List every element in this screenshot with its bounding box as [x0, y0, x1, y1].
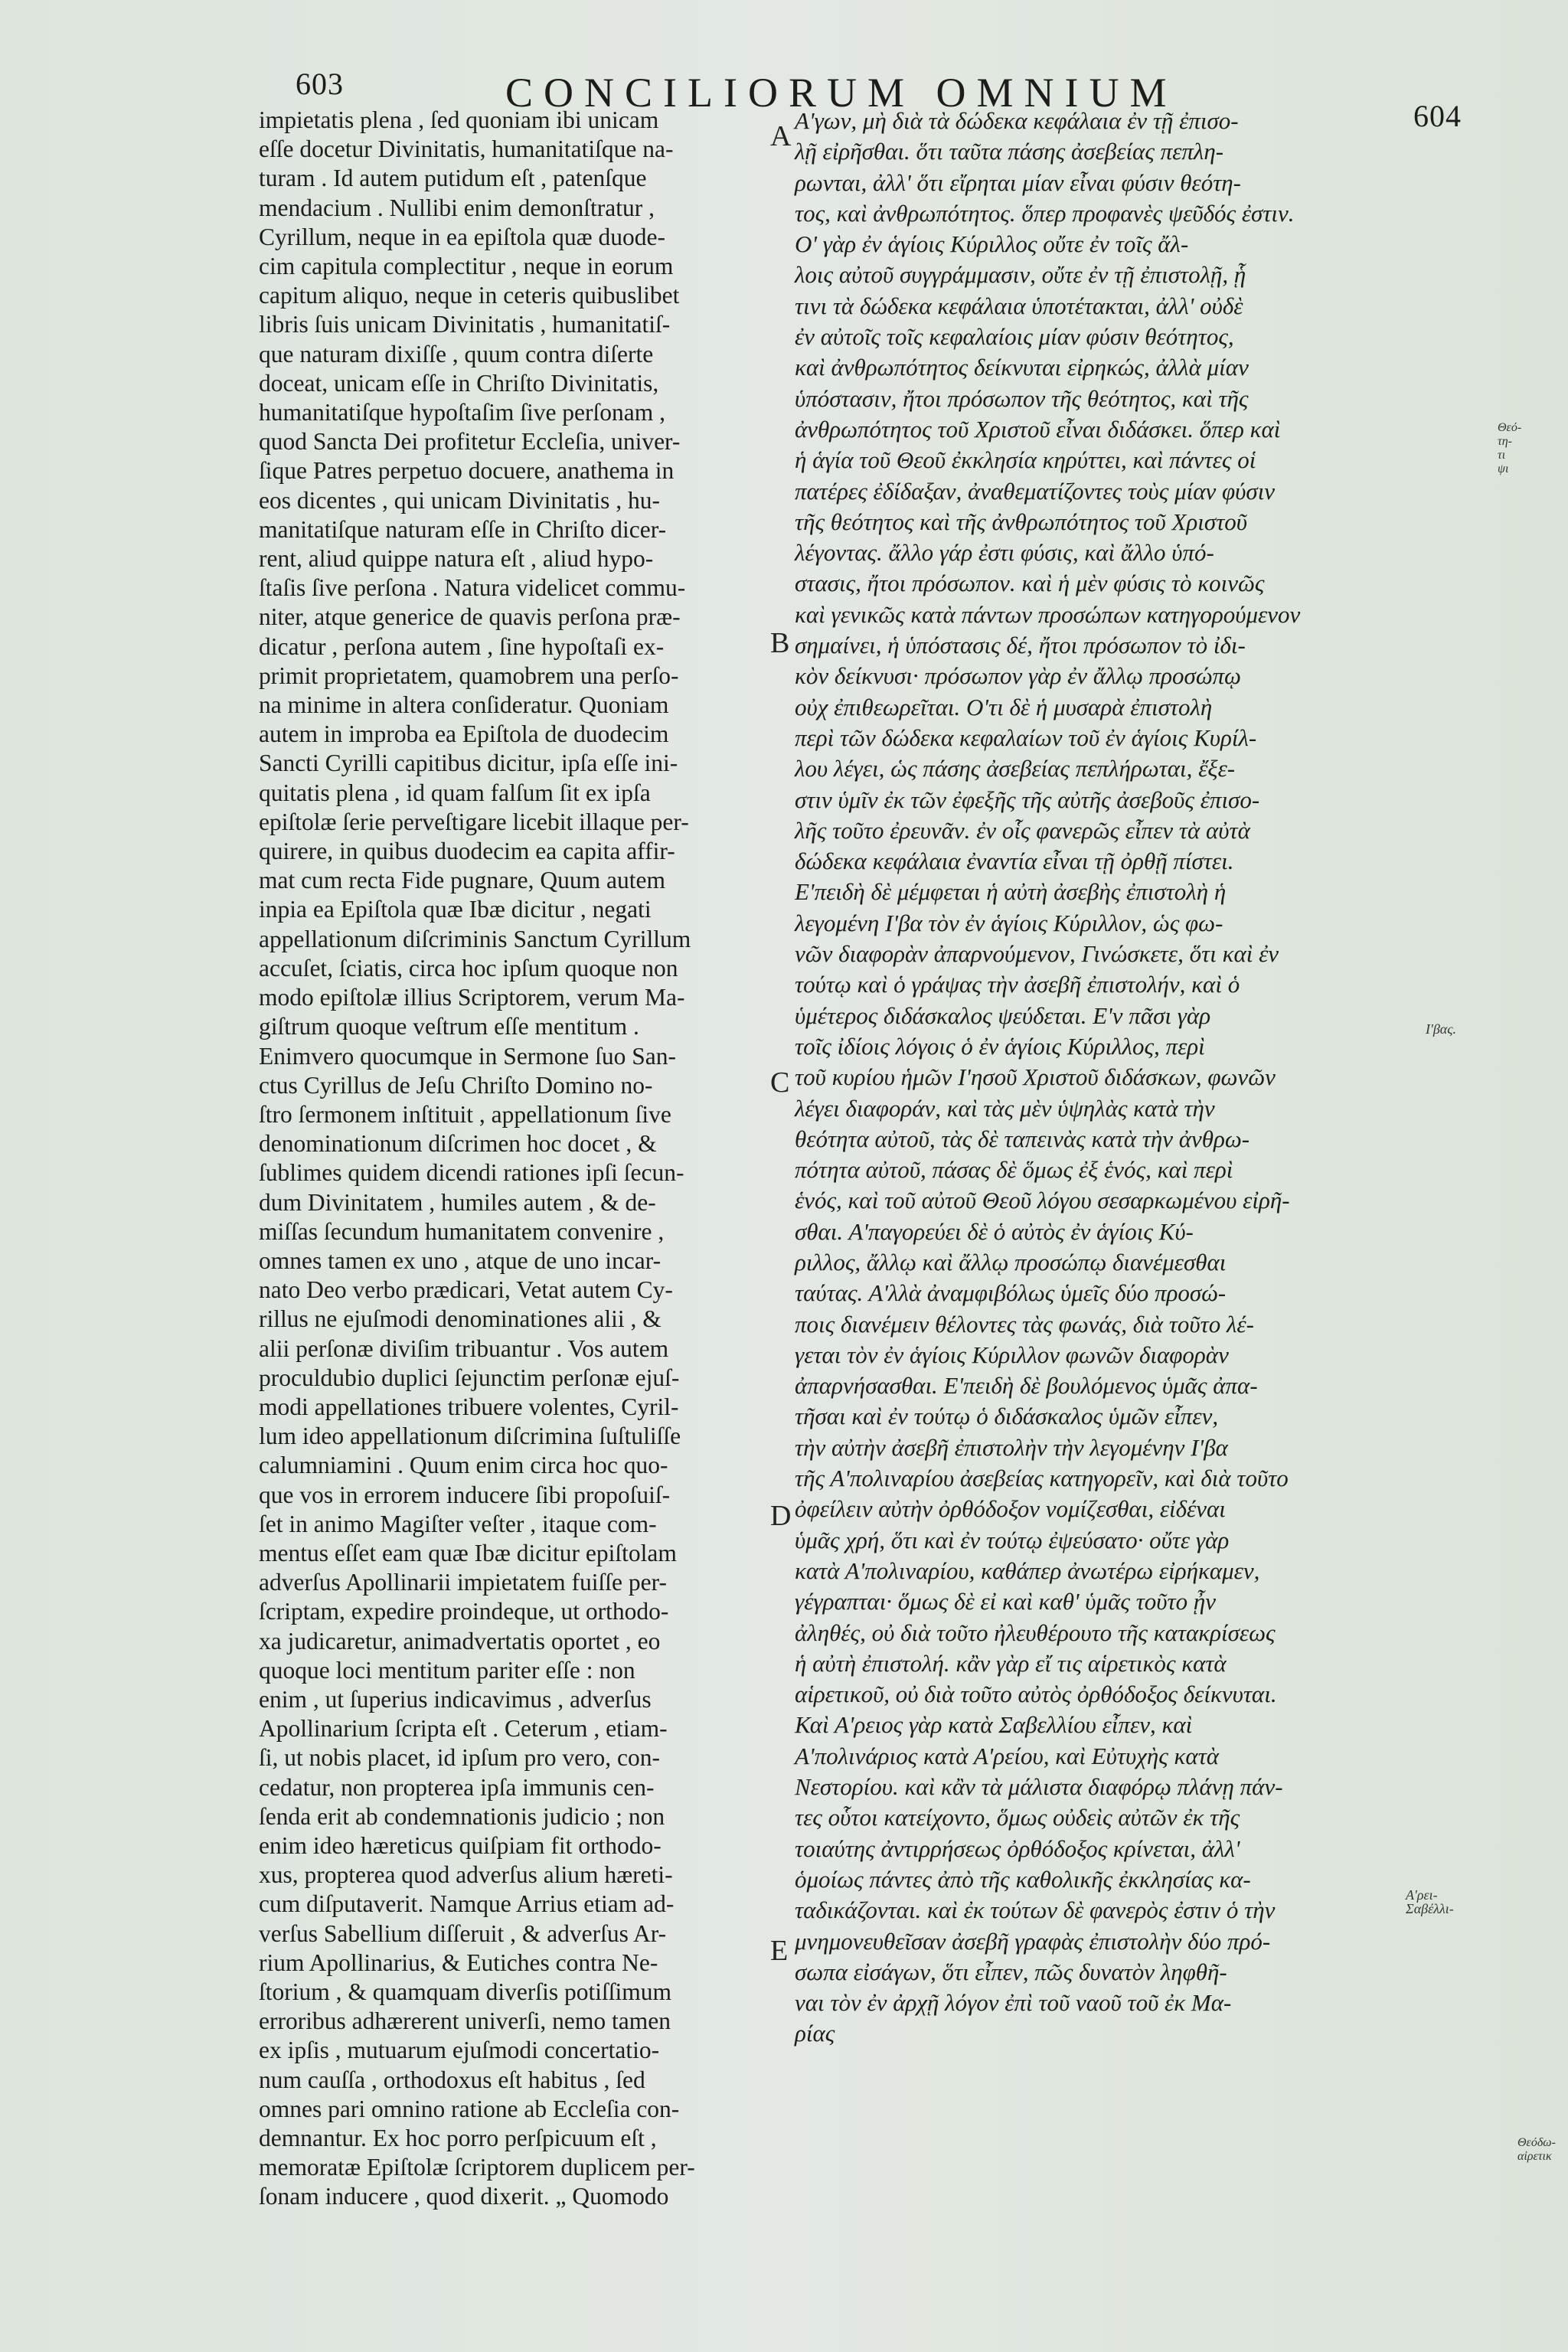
latin-text-line: que naturam dixiſſe , quum contra diſerte	[259, 340, 654, 368]
latin-text-line: quirere, in quibus duodecim ea capita affir-	[259, 838, 675, 865]
latin-text-line: quod Sancta Dei profitetur Eccleſia, univer-	[259, 428, 681, 456]
greek-text-line: Νεστορίου. καὶ κἂν τὰ μάλιστα διαφόρῳ πλάνῃ πάν-	[795, 1773, 1283, 1801]
latin-text-line: ſique Patres perpetuo docuere, anathema in	[259, 457, 675, 485]
latin-text-line: num cauſſa , orthodoxus eſt habitus , ſed	[259, 2066, 645, 2093]
latin-column	[259, 106, 695, 2212]
latin-text-line: memoratæ Epiſtolæ ſcriptorem duplicem per-	[259, 2154, 695, 2181]
latin-text-line: omnes pari omnino ratione ab Eccleſia con-	[259, 2095, 680, 2122]
margin-note-4	[1517, 2136, 1556, 2164]
greek-text-line: ἀπαρνήσασθαι. Ε'πειδὴ δὲ βουλόμενος ὑμᾶς ἀπα-	[795, 1372, 1258, 1400]
greek-text-line: ὀφείλειν αὐτὴν ὀρθόδοξον νομίζεσθαι, εἰδέναι	[795, 1495, 1226, 1523]
latin-text-line: mendacium . Nullibi enim demonſtratur ,	[259, 194, 655, 221]
latin-text-line: enim , ut ſuperius indicavimus , adverſus	[259, 1685, 652, 1713]
latin-text-line: cim capitula complectitur , neque in eorum	[259, 253, 674, 280]
greek-text-line: στιν ὑμῖν ἐκ τῶν ἐφεξῆς τῆς αὐτῆς ἀσεβοῦς ἐπισο-	[795, 786, 1260, 813]
latin-text-line: quoque loci mentitum pariter eſſe : non	[259, 1656, 635, 1684]
margin-letter-c: C	[770, 1067, 790, 1099]
greek-text-line: ἑνός, καὶ τοῦ αὐτοῦ Θεοῦ λόγου σεσαρκωμένου εἰρῆ-	[795, 1187, 1290, 1214]
latin-text-line: modo epiſtolæ illius Scriptorem, verum Ma-	[259, 984, 685, 1011]
latin-text-line: adverſus Apollinarii impietatem fuiſſe per-	[259, 1569, 667, 1596]
greek-text-line: λου λέγει, ὡς πάσης ἀσεβείας πεπλήρωται, ἔξε-	[795, 755, 1236, 782]
greek-text-line: ἡ αὐτὴ ἐπιστολή. κἂν γὰρ εἴ τις αἱρετικὸς κατὰ	[795, 1649, 1227, 1677]
latin-text-line: mat cum recta Fide pugnare, Quum autem	[259, 867, 665, 894]
greek-text-line: λέγοντας. ἄλλο γάρ ἐστι φύσις, καὶ ἄλλο ὑπό-	[795, 539, 1214, 567]
greek-text-line: ποις διανέμειν θέλοντες τὰς φωνάς, διὰ τοῦτο λέ-	[795, 1310, 1254, 1338]
greek-text-line: Α'πολινάριος κατὰ Α'ρείου, καὶ Εὐτυχὴς κατὰ	[795, 1742, 1220, 1769]
latin-text-line: ſublimes quidem dicendi rationes ipſi ſecun-	[259, 1159, 684, 1187]
latin-text-line: modi appellationes tribuere volentes, Cyril-	[259, 1393, 679, 1420]
greek-text-line: λῆς τοῦτο ἐρευνᾶν. ἐν οἷς φανερῶς εἶπεν τὰ αὐτὰ	[795, 816, 1250, 844]
greek-text-line: τινι τὰ δώδεκα κεφάλαια ὑποτέτακται, ἀλλ' οὐδὲ	[795, 292, 1243, 319]
margin-note-line: Θεό-	[1498, 421, 1522, 434]
latin-text-line: manitatiſque naturam eſſe in Chriſto dicer-	[259, 515, 667, 543]
latin-text-line: ſet in animo Magiſter veſter , itaque com-	[259, 1510, 657, 1537]
greek-text-line: ἡ ἁγία τοῦ Θεοῦ ἐκκλησία κηρύττει, καὶ πάντες οἱ	[795, 446, 1256, 474]
latin-text-line: que vos in errorem inducere ſibi propoſuiſ-	[259, 1481, 671, 1508]
greek-text-line: ὑπόστασιν, ἤτοι πρόσωπον τῆς θεότητος, καὶ τῆς	[795, 384, 1249, 412]
latin-text-line: turam . Id autem putidum eſt , patenſque	[259, 165, 647, 192]
margin-note-2	[1426, 1022, 1456, 1036]
latin-text-line: doceat, unicam eſſe in Chriſto Divinitatis,	[259, 369, 659, 397]
latin-text-line: ex ipſis , mutuarum ejuſmodi concertatio-	[259, 2037, 660, 2064]
latin-text-line: xus, propterea quod adverſus alium hæreti-	[259, 1861, 673, 1889]
greek-text-line: λοις αὐτοῦ συγγράμμασιν, οὔτε ἐν τῇ ἐπιστολῇ, ᾗ	[795, 261, 1246, 289]
greek-text-line: κὸν δείκνυσι· πρόσωπον γὰρ ἐν ἄλλῳ προσώπῳ	[795, 662, 1241, 690]
greek-text-line: ἀληθές, οὐ διὰ τοῦτο ἠλευθέρουτο τῆς κατακρίσεως	[795, 1619, 1276, 1646]
greek-text-line: λέγει διαφοράν, καὶ τὰς μὲν ὑψηλὰς κατὰ τὴν	[795, 1094, 1215, 1122]
greek-text-line: τῆς θεότητος καὶ τῆς ἀνθρωπότητος τοῦ Χριστοῦ	[795, 508, 1248, 535]
greek-text-line: ταδικάζονται. καὶ ἐκ τούτων δὲ φανερὸς ἐστιν ὁ τὴν	[795, 1896, 1276, 1924]
latin-text-line: ſtorium , & quamquam diverſis potiſſimum	[259, 1978, 671, 2005]
latin-text-line: eſſe docetur Divinitatis, humanitatiſque na-	[259, 136, 674, 163]
greek-text-line: κατὰ Α'πολιναρίου, καθάπερ ἀνωτέρω εἰρήκαμεν,	[795, 1557, 1260, 1584]
greek-text-line: Ε'πειδὴ δὲ μέμφεται ἡ αὐτὴ ἀσεβὴς ἐπιστολὴ ἡ	[795, 878, 1227, 906]
greek-text-line: ταύτας. Α'λλὰ ἀναμφιβόλως ὑμεῖς δύο προσώ-	[795, 1279, 1227, 1307]
latin-text-line: humanitatiſque hypoſtaſim ſive perſonam ,	[259, 399, 666, 426]
margin-note-line: Σαβέλλι-	[1406, 1901, 1454, 1916]
greek-text-line: ἐν αὐτοῖς τοῖς κεφαλαίοις μίαν φύσιν θεότητος,	[795, 323, 1234, 351]
greek-text-line: τος, καὶ ἀνθρωπότητος. ὅπερ προφανὲς ψεῦδός ἐστιν.	[795, 199, 1295, 227]
latin-text-line: Cyrillum, neque in ea epiſtola quæ duode-	[259, 223, 666, 250]
greek-text-line: ρωνται, ἀλλ' ὅτι εἴρηται μίαν εἶναι φύσιν θεότη-	[795, 168, 1241, 196]
margin-note-line: ψι	[1498, 462, 1509, 475]
greek-text-line: τες οὗτοι κατείχοντο, ὅμως οὐδεὶς αὐτῶν ἐκ τῆς	[795, 1804, 1240, 1831]
latin-text-line: niter, atque generice de quavis perſona præ-	[259, 603, 681, 631]
latin-text-line: autem in improba ea Epiſtola de duodecim	[259, 720, 669, 748]
latin-text-line: dum Divinitatem , humiles autem , & de-	[259, 1188, 656, 1216]
greek-text-line: γεται τὸν ἐν ἁγίοις Κύριλλον φωνῶν διαφορὰν	[795, 1341, 1229, 1368]
running-title: CONCILIORUM OMNIUM	[505, 70, 1178, 116]
latin-text-line: enim ideo hæreticus quiſpiam fit orthodo-	[259, 1831, 662, 1859]
greek-text-line: τῆς Α'πολιναρίου ἀσεβείας κατηγορεῖν, καὶ διὰ τοῦτο	[795, 1465, 1289, 1492]
latin-text-line: ctus Cyrillus de Jeſu Chriſto Domino no-	[259, 1071, 653, 1099]
greek-text-line: σθαι. Α'παγορεύει δὲ ὁ αὐτὸς ἐν ἁγίοις Κύ-	[795, 1217, 1194, 1245]
latin-text-line: ſenda erit ab condemnationis judicio ; non	[259, 1802, 665, 1830]
greek-text-line: ὑμᾶς χρή, ὅτι καὶ ἐν τούτῳ ἐψεύσατο· οὔτε γὰρ	[795, 1526, 1230, 1553]
greek-text-line: τοῦ κυρίου ἡμῶν Ι'ησοῦ Χριστοῦ διδάσκων, φωνῶν	[795, 1063, 1276, 1091]
right-page-number: 604	[1413, 99, 1462, 133]
greek-text-line: λεγομένη Ι'βα τὸν ἐν ἁγίοις Κύριλλον, ὡς φω-	[795, 909, 1223, 936]
latin-text-line: lum ideo appellationum diſcrimina ſuſtuliſſe	[259, 1423, 681, 1450]
left-page-number: 603	[296, 67, 344, 101]
greek-text-line: δώδεκα κεφάλαια ἐναντία εἶναι τῇ ὀρθῇ πίστει.	[795, 848, 1234, 875]
latin-text-line: rillus ne ejuſmodi denominationes alii , &	[259, 1305, 662, 1333]
latin-text-line: eos dicentes , qui unicam Divinitatis , hu-	[259, 486, 661, 514]
latin-text-line: rium Apollinarius, & Eutiches contra Ne-	[259, 1949, 658, 1976]
greek-text-line: ὑμέτερος διδάσκαλος ψεύδεται. Ε'ν πᾶσι γὰρ	[795, 1001, 1211, 1029]
margin-note-1	[1498, 421, 1521, 476]
latin-text-line: impietatis plena , ſed quoniam ibi unicam	[259, 106, 659, 133]
margin-note-line: τι	[1498, 449, 1506, 462]
margin-note-line: Θεόδω-	[1517, 2136, 1556, 2149]
latin-text-line: giſtrum quoque veſtrum eſſe mentitum .	[259, 1013, 639, 1040]
margin-letter-a: A	[770, 120, 792, 152]
greek-text-line: οὐχ ἐπιθεωρεῖται. Ο'τι δὲ ἡ μυσαρὰ ἐπιστολὴ	[795, 693, 1213, 720]
latin-text-line: proculdubio duplici ſejunctim perſonæ ejuſ-	[259, 1364, 680, 1391]
latin-text-line: mentus eſſet eam quæ Ibæ dicitur epiſtolam	[259, 1539, 677, 1566]
margin-note-3	[1406, 1888, 1454, 1916]
greek-text-line: ρίας	[795, 2020, 835, 2047]
greek-text-line: νῶν διαφορὰν ἀπαρνούμενον, Γινώσκετε, ὅτι καὶ ἐν	[795, 940, 1279, 968]
latin-text-line: na minime in altera conſideratur. Quoniam	[259, 691, 669, 719]
latin-text-line: inpia ea Epiſtola quæ Ibæ dicitur , negati	[259, 896, 652, 923]
greek-text-line: Ο' γὰρ ἐν ἁγίοις Κύριλλος οὔτε ἐν τοῖς ἄλ-	[795, 230, 1189, 258]
greek-text-line: τοιαύτης ἀντιρρήσεως ὀρθόδοξος κρίνεται, ἀλλ'	[795, 1834, 1240, 1862]
latin-text-line: dicatur , perſona autem , ſine hypoſtaſi ex-	[259, 632, 665, 660]
greek-text-line: πότητα αὐτοῦ, πάσας δὲ ὅμως ἐξ ἑνός, καὶ περὶ	[795, 1156, 1233, 1184]
latin-text-line: primit proprietatem, quamobrem una perſo-	[259, 662, 679, 689]
latin-text-line: Enimvero quocumque in Sermone ſuo San-	[259, 1042, 677, 1070]
greek-text-line: σωπα εἰσάγων, ὅτι εἶπεν, πῶς δυνατὸν ληφθῆ-	[795, 1958, 1227, 1985]
latin-text-line: libris ſuis unicam Divinitatis , humanitatiſ-	[259, 311, 671, 338]
greek-text-line: καὶ γενικῶς κατὰ πάντων προσώπων κατηγορούμενον	[795, 600, 1301, 628]
margin-note-line: αἱρετικ	[1517, 2150, 1552, 2163]
greek-text-line: μνημονευθεῖσαν ἀσεβῆ γραφὰς ἐπιστολὴν δύο πρό-	[795, 1927, 1271, 1955]
latin-text-line: quitatis plena , id quam falſum ſit ex ipſa	[259, 779, 651, 806]
latin-text-line: calumniamini . Quum enim circa hoc quo-	[259, 1452, 668, 1479]
greek-text-line: ἀνθρωπότητος τοῦ Χριστοῦ εἶναι διδάσκει. ὅπερ καὶ	[795, 415, 1281, 443]
greek-text-line: Α'γων, μὴ διὰ τὰ δώδεκα κεφάλαια ἐν τῇ ἐπισο-	[795, 107, 1239, 134]
margin-letter-d: D	[770, 1500, 792, 1532]
latin-text-line: denominationum diſcrimen hoc docet , &	[259, 1130, 657, 1158]
greek-text-line: ὁμοίως πάντες ἀπὸ τῆς καθολικῆς ἐκκλησίας κα-	[795, 1865, 1251, 1893]
margin-note-line: τη-	[1498, 435, 1512, 448]
latin-text-line: demnantur. Ex hoc porro perſpicuum eſt ,	[259, 2125, 657, 2152]
greek-text-line: γέγραπται· ὅμως δὲ εἰ καὶ καθ' ὑμᾶς τοῦτο ᾖν	[795, 1588, 1217, 1615]
margin-letter-e: E	[770, 1935, 789, 1967]
latin-text-line: xa judicaretur, animadvertatis oportet , eo	[259, 1627, 661, 1655]
greek-text-line: ναι τὸν ἐν ἀρχῇ λόγον ἐπὶ τοῦ ναοῦ τοῦ ἐκ Μα-	[795, 1989, 1232, 2017]
greek-text-line: αἱρετικοῦ, οὐ διὰ τοῦτο αὐτὸς ὀρθόδοξος δείκνυται.	[795, 1681, 1277, 1708]
latin-text-line: capitum aliquo, neque in ceteris quibuslibet	[259, 282, 680, 309]
margin-letter-b: B	[770, 627, 790, 659]
greek-text-line: περὶ τῶν δώδεκα κεφαλαίων τοῦ ἐν ἁγίοις Κυρίλ-	[795, 724, 1257, 751]
latin-text-line: ſcriptam, expedire proindeque, ut orthodo-	[259, 1598, 669, 1625]
latin-text-line: Sancti Cyrilli capitibus dicitur, ipſa eſſe ini-	[259, 750, 678, 777]
greek-text-line: ριλλος, ἄλλῳ καὶ ἄλλῳ προσώπῳ διανέμεσθαι	[795, 1248, 1227, 1276]
latin-text-line: miſſas ſecundum humanitatem convenire ,	[259, 1217, 665, 1245]
latin-text-line: erroribus adhærerent univerſi, nemo tamen	[259, 2007, 671, 2035]
greek-text-line: στασις, ἤτοι πρόσωπον. καὶ ἡ μὲν φύσις τὸ κοινῶς	[795, 570, 1265, 597]
latin-text-line: omnes tamen ex uno , atque de uno incar-	[259, 1246, 662, 1274]
latin-text-line: rent, aliud quippe natura eſt , aliud hypo-	[259, 545, 654, 573]
latin-text-line: nato Deo verbo prædicari, Vetat autem Cy-	[259, 1276, 673, 1304]
latin-text-line: epiſtolæ ſerie perveſtigare licebit illaque per-	[259, 808, 689, 835]
latin-text-line: accuſet, ſciatis, circa hoc ipſum quoque non	[259, 954, 678, 982]
latin-text-line: appellationum diſcriminis Sanctum Cyrillum	[259, 925, 691, 952]
latin-text-line: ſonam inducere , quod dixerit. „ Quomodo	[259, 2183, 669, 2210]
latin-text-line: ſtro ſermonem inſtituit , appellationum ſive	[259, 1100, 671, 1128]
greek-text-line: σημαίνει, ἡ ὑπόστασις δέ, ἤτοι πρόσωπον τὸ ἰδι-	[795, 632, 1246, 659]
greek-text-line: πατέρες ἐδίδαξαν, ἀναθεματίζοντες τοὺς μίαν φύσιν	[795, 477, 1276, 505]
greek-text-line: τούτῳ καὶ ὁ γράψας τὴν ἀσεβῆ ἐπιστολήν, καὶ ὁ	[795, 971, 1240, 998]
latin-text-line: ſi, ut nobis placet, id ipſum pro vero, con-	[259, 1744, 661, 1772]
margin-note-line: Α'ρει-	[1406, 1887, 1438, 1903]
greek-text-line: τῆσαι καὶ ἐν τούτῳ ὁ διδάσκαλος ὑμῶν εἶπεν,	[795, 1403, 1219, 1430]
margin-note-line: Ι'βας.	[1426, 1021, 1457, 1037]
latin-text-line: cedatur, non propterea ipſa immunis cen-	[259, 1773, 655, 1801]
latin-text-line: verſus Sabellium diſſeruit , & adverſus Ar-	[259, 1919, 667, 1947]
latin-text-line: Apollinarium ſcripta eſt . Ceterum , etiam-	[259, 1715, 668, 1743]
latin-text-line: alii perſonæ diviſim tribuantur . Vos autem	[259, 1334, 669, 1362]
latin-text-line: ſtaſis ſive perſona . Natura videlicet commu-	[259, 574, 686, 602]
greek-text-line: θεότητα αὐτοῦ, τὰς δὲ ταπεινὰς κατὰ τὴν ἀνθρω-	[795, 1125, 1250, 1152]
greek-text-line: λῇ εἰρῆσθαι. ὅτι ταῦτα πάσης ἀσεβείας πεπλη-	[795, 138, 1224, 165]
greek-text-line: τὴν αὐτὴν ἀσεβῆ ἐπιστολὴν τὴν λεγομένην Ι'βα	[795, 1433, 1228, 1461]
greek-text-line: Καὶ Α'ρειος γὰρ κατὰ Σαβελλίου εἶπεν, καὶ	[795, 1711, 1193, 1739]
greek-text-line: καὶ ἀνθρωπότητος δείκνυται εἰρηκώς, ἀλλὰ μίαν	[795, 354, 1249, 381]
greek-column	[795, 106, 1300, 2050]
greek-text-line: τοῖς ἰδίοις λόγοις ὁ ἐν ἁγίοις Κύριλλος, περὶ	[795, 1032, 1205, 1060]
latin-text-line: cum diſputaverit. Namque Arrius etiam ad-	[259, 1890, 675, 1918]
